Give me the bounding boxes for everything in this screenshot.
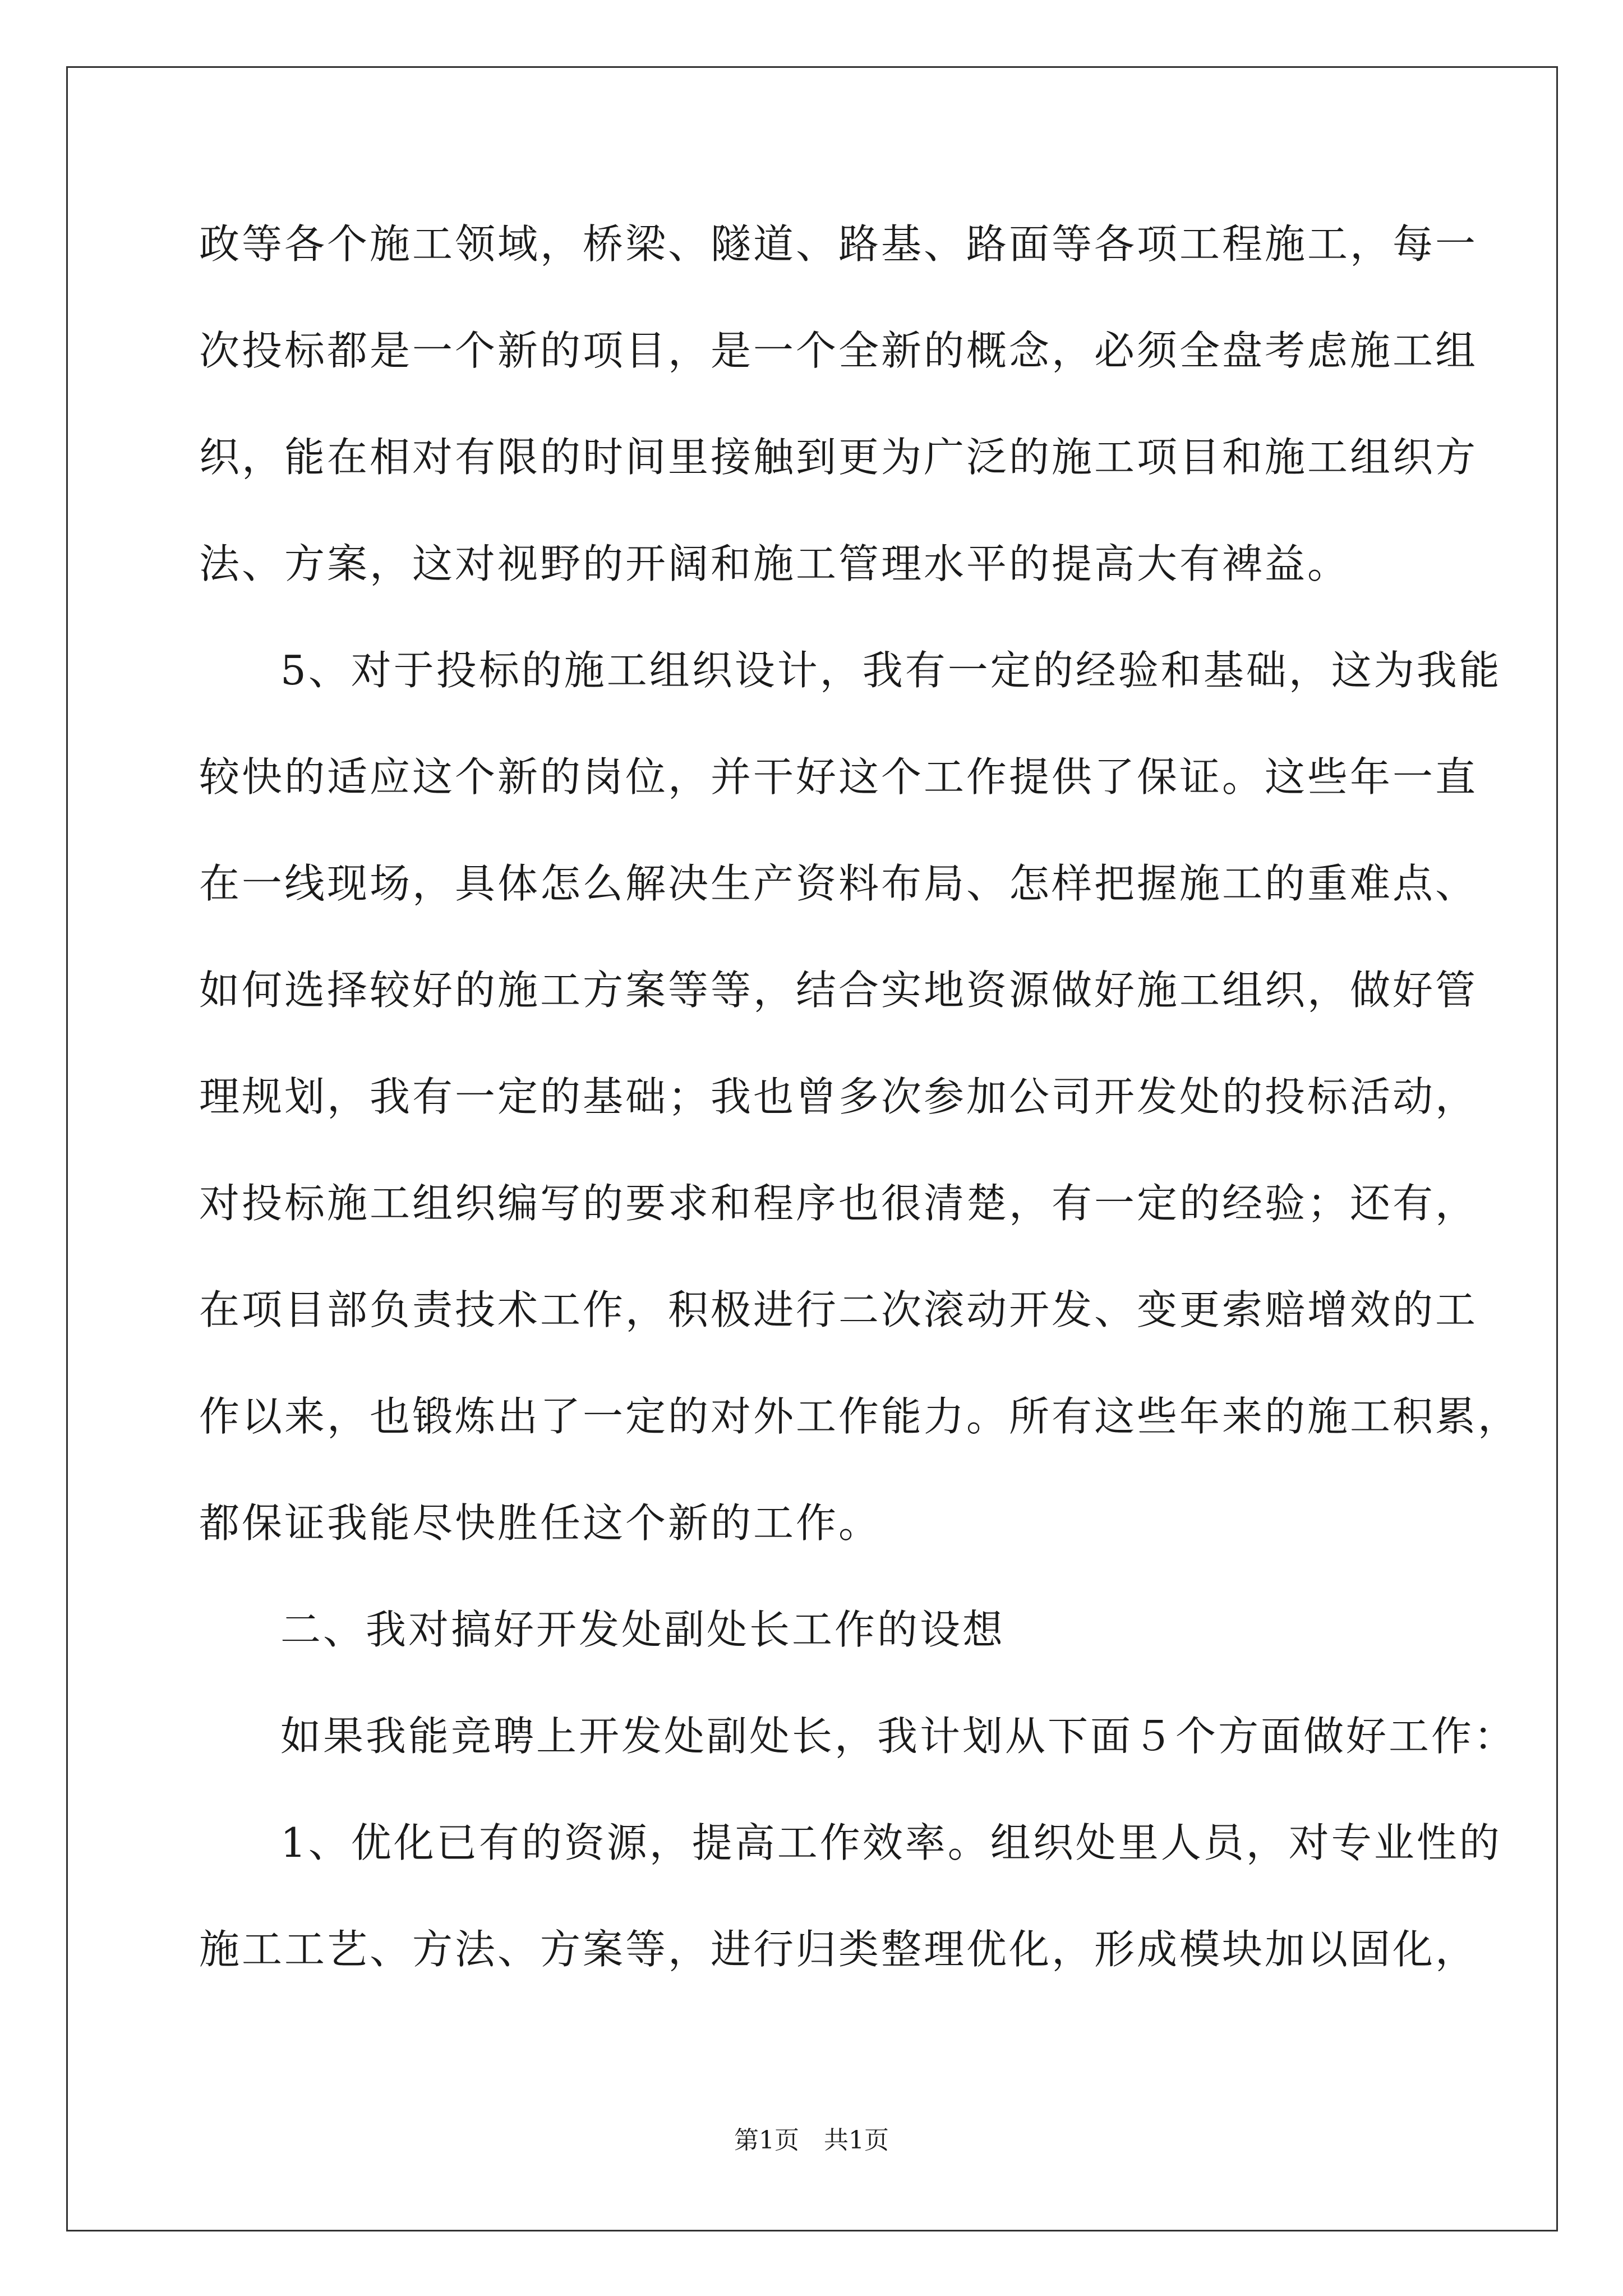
- text-line: 对投标施工组织编写的要求和程序也很清楚，有一定的经验；还有，: [199, 1180, 1478, 1227]
- section-heading: 二、我对搞好开发处副处长工作的设想: [280, 1606, 1006, 1653]
- text-line: 在项目部负责技术工作，积极进行二次滚动开发、变更索赔增效的工: [199, 1286, 1478, 1333]
- text-line: 作以来，也锻炼出了一定的对外工作能力。所有这些年来的施工积累，: [199, 1393, 1521, 1440]
- text-line: 如何选择较好的施工方案等等，结合实地资源做好施工组织，做好管: [199, 967, 1478, 1014]
- page-border: [66, 66, 1558, 2231]
- text-line: 在一线现场，具体怎么解决生产资料布局、怎样把握施工的重难点、: [199, 860, 1478, 907]
- page-number-footer: 第1页 共1页: [734, 2126, 889, 2155]
- text-line: 施工工艺、方法、方案等，进行归类整理优化，形成模块加以固化，: [199, 1926, 1478, 1973]
- text-line: 理规划，我有一定的基础；我也曾多次参加公司开发处的投标活动，: [199, 1073, 1478, 1120]
- text-line: 次投标都是一个新的项目，是一个全新的概念，必须全盘考虑施工组: [199, 327, 1478, 374]
- text-line: 政等各个施工领域，桥梁、隧道、路基、路面等各项工程施工，每一: [199, 220, 1478, 268]
- text-line: 织，能在相对有限的时间里接触到更为广泛的施工项目和施工组织方: [199, 434, 1478, 481]
- paragraph-start-line: 1、优化已有的资源，提高工作效率。组织处里人员，对专业性的: [280, 1819, 1502, 1866]
- text-line: 都保证我能尽快胜任这个新的工作。: [199, 1499, 882, 1547]
- text-line: 法、方案，这对视野的开阔和施工管理水平的提高大有裨益。: [199, 540, 1350, 587]
- paragraph-start-line: 5、对于投标的施工组织设计，我有一定的经验和基础，这为我能: [280, 647, 1502, 694]
- text-line: 较快的适应这个新的岗位，并干好这个工作提供了保证。这些年一直: [199, 753, 1478, 800]
- paragraph-start-line: 如果我能竞聘上开发处副处长，我计划从下面５个方面做好工作：: [280, 1713, 1517, 1760]
